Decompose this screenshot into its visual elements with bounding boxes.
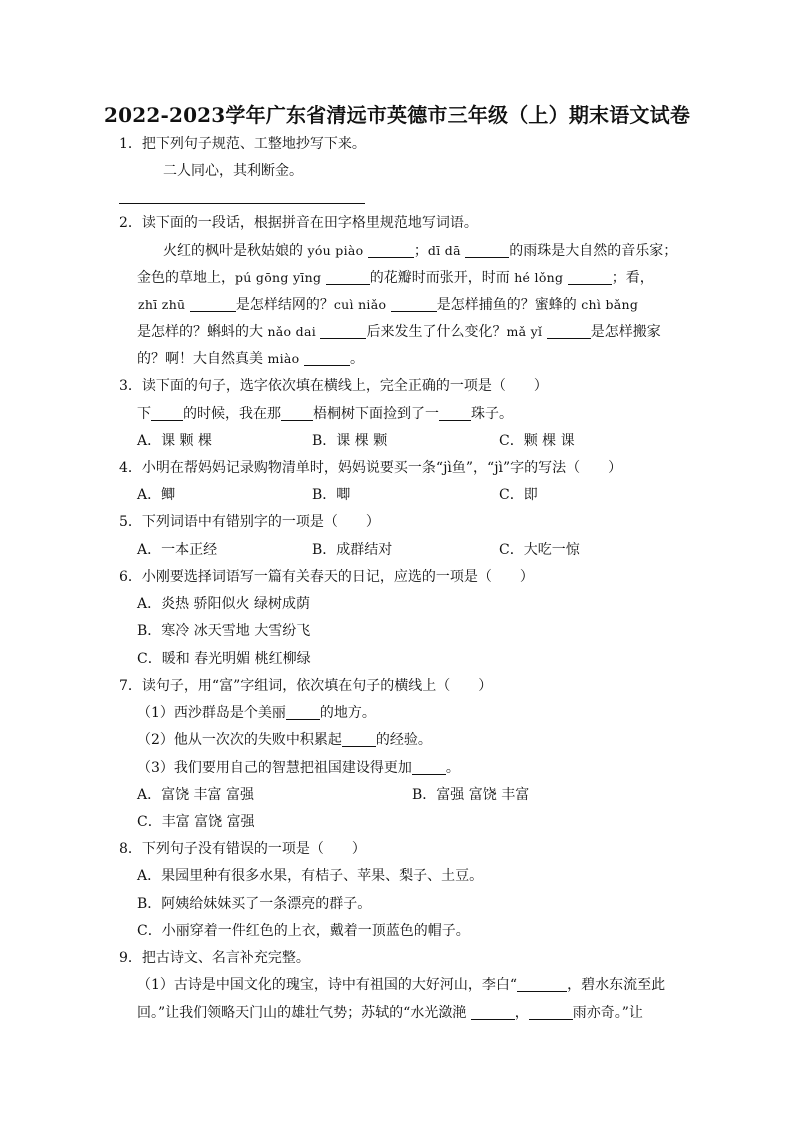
option-c[interactable]: C．丰富 富饶 富强 [137, 814, 255, 830]
option-a[interactable]: A．一本正经 [137, 542, 218, 558]
option-a[interactable]: A．果园里种有很多水果，有桔子、苹果、梨子、土豆。 [137, 868, 484, 884]
question-6-stem: 6．小刚要选择词语写一篇有关春天的日记，应选的一项是（ ） [119, 569, 534, 585]
option-b[interactable]: B．唧 [312, 487, 351, 503]
question-1-sentence: 二人同心，其利断金。 [163, 163, 303, 179]
option-b[interactable]: B．阿姨给妹妹买了一条漂亮的群子。 [137, 896, 372, 912]
question-1-stem: 1．把下列句子规范、工整地抄写下来。 [119, 136, 366, 152]
option-b[interactable]: B．富强 富饶 丰富 [412, 787, 530, 803]
pinyin: mǎ yǐ [506, 324, 543, 339]
blank [190, 297, 236, 312]
text: 珠子。 [471, 406, 513, 422]
pinyin: dī dā [427, 243, 461, 258]
text: 雨亦奇。”让 [572, 1005, 643, 1021]
text: ， [514, 1005, 529, 1021]
pinyin: zhī zhū [138, 297, 186, 312]
text: 下 [137, 406, 151, 422]
pinyin: miào [267, 351, 300, 366]
text: 。 [349, 351, 364, 367]
question-2-stem: 2．读下面的一段话，根据拼音在田字格里规范地写词语。 [119, 215, 478, 231]
question-2-line-4 [137, 322, 661, 342]
text: 是怎样的？蝌蚪的大 [137, 324, 268, 340]
question-3-sentence [137, 404, 513, 424]
question-9-line-1 [137, 975, 665, 995]
blank [151, 406, 183, 421]
blank [320, 324, 366, 339]
question-7-sentence-2 [137, 730, 432, 750]
question-7-stem: 7．读句子，用“富”字组词，依次填在句子的横线上（ ） [119, 678, 493, 694]
text: ，碧水东流至此 [567, 977, 666, 993]
question-2-line-1 [163, 241, 677, 261]
option-b[interactable]: B．课 棵 颗 [312, 433, 388, 449]
text: （2）他从一次次的失败中积累起 [137, 732, 342, 748]
blank [342, 732, 376, 747]
blank [281, 406, 313, 421]
option-a[interactable]: A．炎热 骄阳似火 绿树成荫 [137, 596, 311, 612]
text: 后来发生了什么变化？ [366, 324, 507, 340]
text: 是怎样结网的？ [235, 297, 334, 313]
page-title: 2022-2023学年广东省清远市英德市三年级（上）期末语文试卷 [103, 103, 691, 127]
question-8-stem: 8．下列句子没有错误的一项是（ ） [119, 841, 366, 857]
text: 回。”让我们领略天门山的雄壮气势；苏轼的“水光潋滟 [137, 1005, 471, 1021]
blank [326, 270, 370, 285]
option-a[interactable]: A．富饶 丰富 富强 [137, 787, 255, 803]
question-4-stem: 4．小明在帮妈妈记录购物清单时，妈妈说要买一条“jì鱼”，“jì”字的写法（ ） [119, 460, 623, 476]
option-c[interactable]: C．暖和 春光明媚 桃红柳绿 [137, 651, 311, 667]
option-c[interactable]: C．大吃一惊 [499, 542, 580, 558]
pinyin: cuì niǎo [333, 297, 387, 312]
text: ； [413, 243, 428, 259]
question-5-stem: 5．下列词语中有错别字的一项是（ ） [119, 514, 380, 530]
blank [391, 297, 437, 312]
text: （1）西沙群岛是个美丽 [137, 705, 286, 721]
question-9-line-2 [137, 1003, 643, 1023]
text: 梧桐树下面捡到了一 [313, 406, 439, 422]
option-b[interactable]: B．成群结对 [312, 542, 393, 558]
blank [368, 243, 414, 258]
question-9-stem: 9．把古诗文、名言补充完整。 [119, 950, 310, 966]
text: 的雨珠是大自然的音乐家； [509, 243, 678, 259]
question-2-line-3 [138, 295, 638, 315]
text: 的经验。 [375, 732, 432, 748]
pinyin: yóu piào [307, 243, 364, 258]
question-7-sentence-1 [137, 703, 376, 723]
text: 的时候，我在那 [183, 406, 281, 422]
blank [439, 406, 471, 421]
option-c[interactable]: C．小丽穿着一件红色的上衣，戴着一顶蓝色的帽子。 [137, 923, 470, 939]
blank [412, 760, 446, 775]
text: 的花瓣时而张开，时而 [369, 270, 515, 286]
pinyin: chì bǎng [581, 297, 639, 312]
question-2-line-5 [137, 349, 364, 369]
text: ；看， [611, 270, 654, 286]
pinyin: hé lǒng [514, 270, 564, 285]
pinyin: nǎo dai [267, 324, 317, 339]
answer-line [119, 203, 365, 204]
text: 是怎样搬家 [590, 324, 661, 340]
option-b[interactable]: B．寒冷 冰天雪地 大雪纷飞 [137, 623, 311, 639]
pinyin: pú gōng yīng [235, 270, 322, 285]
option-a[interactable]: A．课 颗 棵 [137, 433, 213, 449]
blank [529, 1005, 573, 1020]
question-2-line-2 [137, 268, 654, 288]
text: 是怎样捕鱼的？蜜蜂的 [436, 297, 582, 313]
blank [471, 1005, 515, 1020]
text: 。 [445, 760, 460, 776]
question-3-stem: 3．读下面的句子，选字依次填在横线上，完全正确的一项是（ ） [119, 378, 548, 394]
blank [568, 270, 612, 285]
option-a[interactable]: A．鲫 [137, 487, 176, 503]
option-c[interactable]: C．即 [499, 487, 538, 503]
text: （3）我们要用自己的智慧把祖国建设得更加 [137, 760, 412, 776]
option-c[interactable]: C．颗 棵 课 [499, 433, 575, 449]
blank [465, 243, 509, 258]
blank [517, 977, 567, 992]
blank [286, 705, 320, 720]
text: 的地方。 [319, 705, 376, 721]
text: 金色的草地上， [137, 270, 235, 286]
text: 火红的枫叶是秋姑娘的 [163, 243, 308, 259]
blank [304, 351, 350, 366]
text: 的？啊！大自然真美 [137, 351, 268, 367]
question-7-sentence-3 [137, 758, 460, 778]
blank [547, 324, 591, 339]
text: （1）古诗是中国文化的瑰宝，诗中有祖国的大好河山，李白“ [137, 977, 518, 993]
